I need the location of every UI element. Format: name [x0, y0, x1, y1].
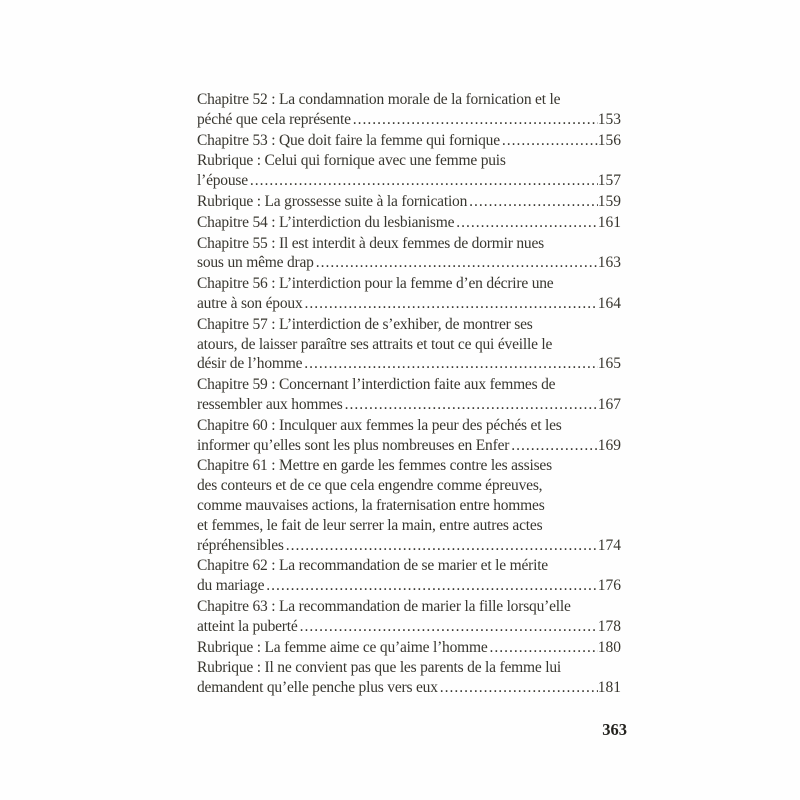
toc-entry-text-line: Chapitre 62 : La recommandation de se marier et le mérite	[197, 557, 548, 575]
toc-entry	[197, 315, 621, 374]
toc-entry-last-line	[197, 678, 621, 698]
dot-leader	[456, 213, 597, 233]
toc-page-number: 176	[597, 577, 621, 595]
toc-entry-text: atteint la puberté	[197, 617, 298, 635]
toc-entry-text-line: atours, de laisser paraître ses attraits et tout ce qui éveille le	[197, 335, 553, 353]
toc-entry	[197, 597, 621, 637]
toc-page-number: 165	[597, 355, 621, 373]
toc-page-number: 180	[597, 638, 621, 656]
toc-entry	[197, 234, 621, 274]
toc-entry-last-line	[197, 395, 621, 415]
toc-entry-last-line	[197, 436, 621, 456]
toc-entry	[197, 456, 621, 555]
toc-entry-last-line	[197, 171, 621, 191]
toc-entry-last-line	[197, 110, 621, 130]
table-of-contents	[197, 90, 621, 699]
toc-entry-text: informer qu’elles sont les plus nombreuses en Enfer	[197, 436, 510, 454]
toc-page-number: 181	[597, 679, 621, 697]
dot-leader	[440, 678, 598, 698]
toc-entry-text-line: Chapitre 59 : Concernant l’interdiction faite aux femmes de	[197, 376, 556, 394]
toc-entry-last-line	[197, 354, 621, 374]
toc-entry-text-line: Chapitre 63 : La recommandation de marier la fille lorsqu’elle	[197, 597, 571, 615]
toc-page-number: 167	[597, 395, 621, 413]
toc-page-number: 178	[597, 617, 621, 635]
dot-leader	[345, 395, 598, 415]
toc-entry-text: demandent qu’elle penche plus vers eux	[197, 679, 438, 697]
toc-entry-text-line: Chapitre 55 : Il est interdit à deux femmes de dormir nues	[197, 234, 544, 252]
toc-entry-text-line: Chapitre 57 : L’interdiction de s’exhiber, de montrer ses	[197, 315, 533, 333]
dot-leader	[305, 294, 598, 314]
toc-entry-text: l’épouse	[197, 172, 248, 190]
toc-entry	[197, 90, 621, 130]
toc-entry-text: du mariage	[197, 577, 265, 595]
toc-entry-text-line: Chapitre 61 : Mettre en garde les femmes contre les assises	[197, 457, 552, 475]
toc-page-number: 159	[597, 192, 621, 210]
toc-entry-text: sous un même drap	[197, 254, 314, 272]
toc-page-number: 163	[597, 254, 621, 272]
toc-entry-text-line: Chapitre 60 : Inculquer aux femmes la peur des péchés et les	[197, 416, 562, 434]
toc-entry-text: ressembler aux hommes	[197, 395, 343, 413]
toc-entry-last-line	[197, 253, 621, 273]
dot-leader	[304, 354, 597, 374]
toc-entry-text-line: comme mauvaises actions, la fraternisation entre hommes	[197, 496, 545, 514]
toc-page-number: 164	[597, 294, 621, 312]
toc-page-number: 169	[597, 436, 621, 454]
toc-entry-last-line	[197, 638, 621, 658]
dot-leader	[511, 436, 598, 456]
toc-entry-last-line	[197, 131, 621, 151]
toc-entry-text: Chapitre 53 : Que doit faire la femme qui fornique	[197, 131, 500, 149]
footer-page-number: 363	[602, 720, 627, 739]
toc-entry	[197, 151, 621, 191]
toc-entry-text-line: et femmes, le fait de leur serrer la main, entre autres actes	[197, 516, 543, 534]
toc-entry-text-line: Chapitre 56 : L’interdiction pour la femme d’en décrire une	[197, 275, 554, 293]
toc-page-number: 174	[597, 536, 621, 554]
toc-page-number: 157	[597, 172, 621, 190]
toc-page-number: 156	[597, 131, 621, 149]
toc-entry	[197, 375, 621, 415]
toc-entry-text-line: Chapitre 52 : La condamnation morale de la fornication et le	[197, 91, 561, 108]
toc-entry	[197, 274, 621, 314]
dot-leader	[250, 171, 598, 191]
toc-entry-text: Rubrique : La femme aime ce qu’aime l’homme	[197, 638, 488, 656]
toc-entry	[197, 556, 621, 596]
toc-entry-text-line: des conteurs et de ce que cela engendre comme épreuves,	[197, 477, 543, 495]
toc-entry-text: autre à son époux	[197, 294, 303, 312]
toc-entry-last-line	[197, 192, 621, 212]
toc-entry-last-line	[197, 294, 621, 314]
toc-entry-last-line	[197, 617, 621, 637]
dot-leader	[490, 638, 598, 658]
toc-entry-text: Rubrique : La grossesse suite à la fornication	[197, 192, 468, 210]
dot-leader	[502, 131, 598, 151]
toc-entry	[197, 131, 621, 151]
toc-entry	[197, 213, 621, 233]
toc-entry-text: péché que cela représente	[197, 110, 351, 128]
dot-leader	[266, 576, 597, 596]
toc-entry	[197, 638, 621, 658]
dot-leader	[316, 253, 598, 273]
toc-entry-text: Chapitre 54 : L’interdiction du lesbianisme	[197, 213, 455, 231]
toc-entry-text: désir de l’homme	[197, 355, 303, 373]
toc-entry-text-line: Rubrique : Il ne convient pas que les parents de la femme lui	[197, 659, 561, 677]
dot-leader	[469, 192, 598, 212]
toc-entry-last-line	[197, 213, 621, 233]
toc-entry-text: répréhensibles	[197, 536, 284, 554]
toc-entry-text-line: Rubrique : Celui qui fornique avec une femme puis	[197, 152, 506, 170]
toc-entry-last-line	[197, 536, 621, 556]
toc-entry-last-line	[197, 576, 621, 596]
dot-leader	[286, 536, 598, 556]
toc-entry	[197, 416, 621, 456]
toc-page-number: 153	[597, 110, 621, 128]
dot-leader	[300, 617, 598, 637]
dot-leader	[353, 110, 598, 130]
toc-page-number: 161	[597, 213, 621, 231]
toc-entry	[197, 192, 621, 212]
toc-entry	[197, 658, 621, 698]
